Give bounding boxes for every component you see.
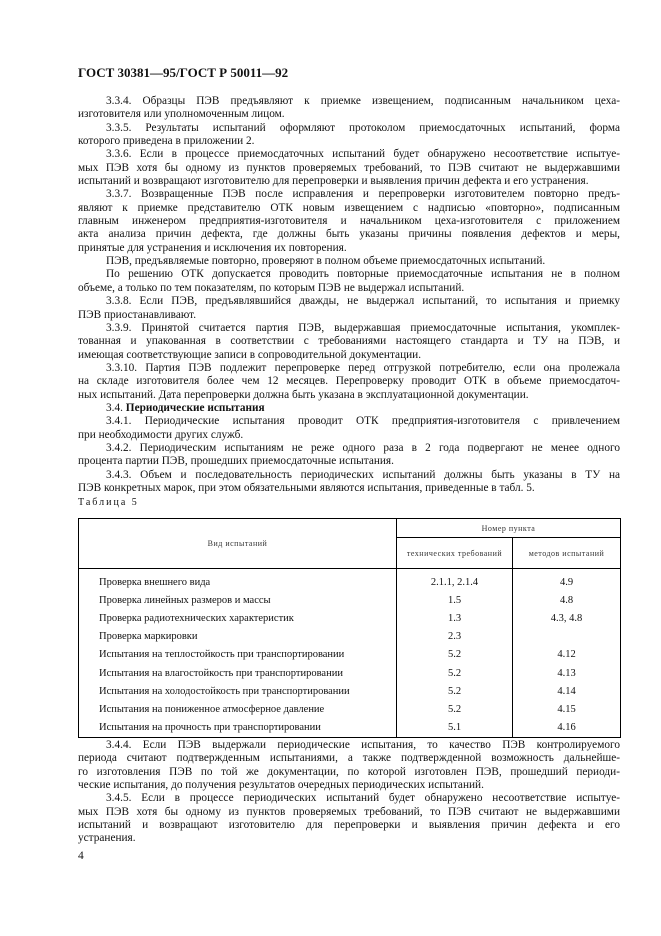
table-row <box>79 591 621 609</box>
text-line: устранения. <box>78 832 136 845</box>
bottom-text-block <box>78 739 620 846</box>
table-row <box>79 628 621 646</box>
text-line: имеющая соответствующие записи в сопроводительной документации. <box>78 348 422 361</box>
text-line: го изготовления ПЭВ по той же документации, по которой изготовлен ПЭВ, прошедший периоди- <box>78 765 620 778</box>
test-name: Испытания на холодостойкость при транспортировании <box>99 685 350 697</box>
text-line: периода считают подтвержденным испытаниями, а также подтвержденной возможность дальнейше- <box>78 752 620 765</box>
paragraph <box>78 739 620 792</box>
test-name: Проверка линейных размеров и массы <box>99 594 271 606</box>
test-name: Испытания на прочность при транспортировании <box>99 722 321 734</box>
methods-clause: 4.16 <box>513 719 621 738</box>
paragraph <box>78 469 620 496</box>
test-name: Испытания на теплостойкость при транспортировании <box>99 649 345 661</box>
paragraph <box>78 95 620 122</box>
text-line: ПЭВ, предъявляемые повторно, проверяют в полном объеме приемосдаточных испытаний. <box>106 255 546 268</box>
methods-clause: 4.12 <box>513 646 621 664</box>
table-row <box>79 609 621 627</box>
requirements-clause: 1.3 <box>397 609 513 627</box>
test-name: Проверка маркировки <box>99 631 198 643</box>
text-line: изготовителя или уполномоченным лицом. <box>78 108 285 121</box>
text-line: испытаний и возвращают изготовителю для перепроверки и выявления причин дефекта и его <box>78 819 620 832</box>
col-methods-header: методов испытаний <box>513 538 621 569</box>
paragraph <box>78 792 620 845</box>
requirements-clause: 1.5 <box>397 591 513 609</box>
text-line: на складе изготовителя более чем 12 месяцев. Перепроверку проводит ОТК в объеме приемосдаточ- <box>78 375 620 388</box>
col-type-header: Вид испытаний <box>79 519 397 569</box>
test-name: Проверка внешнего вида <box>99 576 211 588</box>
text-line: акта анализа причин дефекта, где должны быть указаны причины появления дефектов и меры, <box>78 228 620 241</box>
paragraph <box>78 268 620 295</box>
section-heading <box>78 402 620 415</box>
requirements-clause: 5.2 <box>397 700 513 718</box>
text-line: главным инженером предприятия-изготовителя и начальником цеха-изготовителя с приложением <box>78 215 620 228</box>
text-line: 3.4.2. Периодическим испытаниям не реже одного раза в 2 года подвергают не менее одного <box>106 441 620 454</box>
col-req-header: технических требований <box>397 538 513 569</box>
test-name: Испытания на влагостойкость при транспортировании <box>99 667 343 679</box>
text-line: 3.3.8. Если ПЭВ, предъявлявшийся дважды, не выдержал испытаний, то испытания и приемку <box>106 295 620 308</box>
table-row <box>79 719 621 738</box>
requirements-clause: 5.2 <box>397 646 513 664</box>
test-name: Испытания на пониженное атмосферное давление <box>99 703 325 715</box>
paragraph <box>78 295 620 322</box>
methods-clause: 4.9 <box>513 569 621 592</box>
text-line: принятые для устранения и исключения их повторения. <box>78 241 347 254</box>
text-line: ческие испытания, до получения результатов очередных периодических испытаний. <box>78 779 484 792</box>
page-number: 4 <box>78 850 84 862</box>
text-line: ПЭВ конкретных марок, при этом обязательными являются испытания, приведенные в табл. 5. <box>78 481 535 494</box>
paragraph <box>78 362 620 402</box>
text-line: 3.3.9. Принятой считается партия ПЭВ, выдержавшая приемосдаточные испытания, укомплек- <box>106 321 620 334</box>
top-text-block <box>78 95 620 495</box>
text-line: 3.3.7. Возвращенные ПЭВ после исправления и перепроверки изготовителем повторно предъ- <box>106 188 620 201</box>
paragraph <box>78 402 620 415</box>
section-number: 3.4. <box>106 401 123 414</box>
paragraph <box>78 415 620 442</box>
test-name: Проверка радиотехнических характеристик <box>99 612 294 624</box>
text-line: которого приведена в приложении 2. <box>78 135 255 148</box>
table-5 <box>78 518 621 738</box>
document-header: ГОСТ 30381—95/ГОСТ Р 50011—92 <box>78 65 289 80</box>
text-line: являют к приемке представителю ОТК новым извещением с надписью «повторно», подписанным <box>78 201 620 214</box>
text-line: тованная и упакованная в соответствии с требованиями настоящего стандарта и ТУ на ПЭВ, и <box>78 335 620 348</box>
table-row <box>79 664 621 682</box>
table-row <box>79 569 621 592</box>
text-line: при необходимости других служб. <box>78 428 244 441</box>
table-row <box>79 646 621 664</box>
text-line: 3.3.10. Партия ПЭВ подлежит перепроверке перед отгрузкой потребителю, если она пролежала <box>106 361 620 374</box>
paragraph <box>78 148 620 188</box>
requirements-clause: 5.2 <box>397 664 513 682</box>
requirements-clause: 5.2 <box>397 682 513 700</box>
text-line: ных испытаний. Дата перепроверки должна быть указана в эксплуатационной документации. <box>78 388 529 401</box>
methods-clause <box>513 628 621 646</box>
table-caption: Таблица 5 <box>78 497 139 508</box>
paragraph <box>78 122 620 149</box>
paragraph <box>78 322 620 362</box>
paragraph <box>78 442 620 469</box>
text-line: 3.3.5. Результаты испытаний оформляют протоколом приемосдаточных испытаний, форма <box>106 121 620 134</box>
text-line: объеме, а только по тем показателям, по которым ПЭВ не выдержал испытаний. <box>78 281 465 294</box>
text-line: мых ПЭВ хотя бы одному из пунктов проверяемых требований, то ПЭВ считают не выдержавшими <box>78 161 620 174</box>
table-row <box>79 682 621 700</box>
text-line: мых ПЭВ хотя бы одному из пунктов проверяемых требований, то ПЭВ считают не выдержавшими <box>78 805 620 818</box>
text-line: ПЭВ приостанавливают. <box>78 308 197 321</box>
requirements-clause: 5.1 <box>397 719 513 738</box>
paragraph <box>78 255 620 268</box>
methods-clause: 4.3, 4.8 <box>513 609 621 627</box>
requirements-clause: 2.3 <box>397 628 513 646</box>
text-line: По решению ОТК допускается проводить повторные приемосдаточные испытания не в полном <box>106 268 620 281</box>
col-group-header: Номер пункта <box>397 519 621 538</box>
methods-clause: 4.14 <box>513 682 621 700</box>
text-line: 3.4.4. Если ПЭВ выдержали периодические испытания, то качество ПЭВ контролируемого <box>106 739 620 751</box>
requirements-clause: 2.1.1, 2.1.4 <box>397 569 513 592</box>
text-line: процента партии ПЭВ, прошедших приемосдаточные испытания. <box>78 455 394 468</box>
methods-clause: 4.8 <box>513 591 621 609</box>
text-line: 3.3.4. Образцы ПЭВ предъявляют к приемке извещением, подписанным начальником цеха- <box>106 95 620 107</box>
text-line: 3.3.6. Если в процессе приемосдаточных испытаний будет обнаружено несоответствие испытуе- <box>106 148 620 161</box>
text-line: испытаний и возвращают изготовителю для перепроверки и выявления причин дефекта и его устранения. <box>78 175 589 188</box>
text-line: 3.4.3. Объем и последовательность периодических испытаний должны быть указаны в ТУ на <box>106 468 620 481</box>
text-line: 3.4.1. Периодические испытания проводит ОТК предприятия-изготовителя с привлечением <box>106 415 620 428</box>
paragraph <box>78 188 620 255</box>
text-line: 3.4.5. Если в процессе периодических испытаний будет обнаружено несоответствие испытуе- <box>106 792 620 805</box>
section-title: Периодические испытания <box>125 401 265 414</box>
methods-clause: 4.15 <box>513 700 621 718</box>
table-row <box>79 700 621 718</box>
methods-clause: 4.13 <box>513 664 621 682</box>
